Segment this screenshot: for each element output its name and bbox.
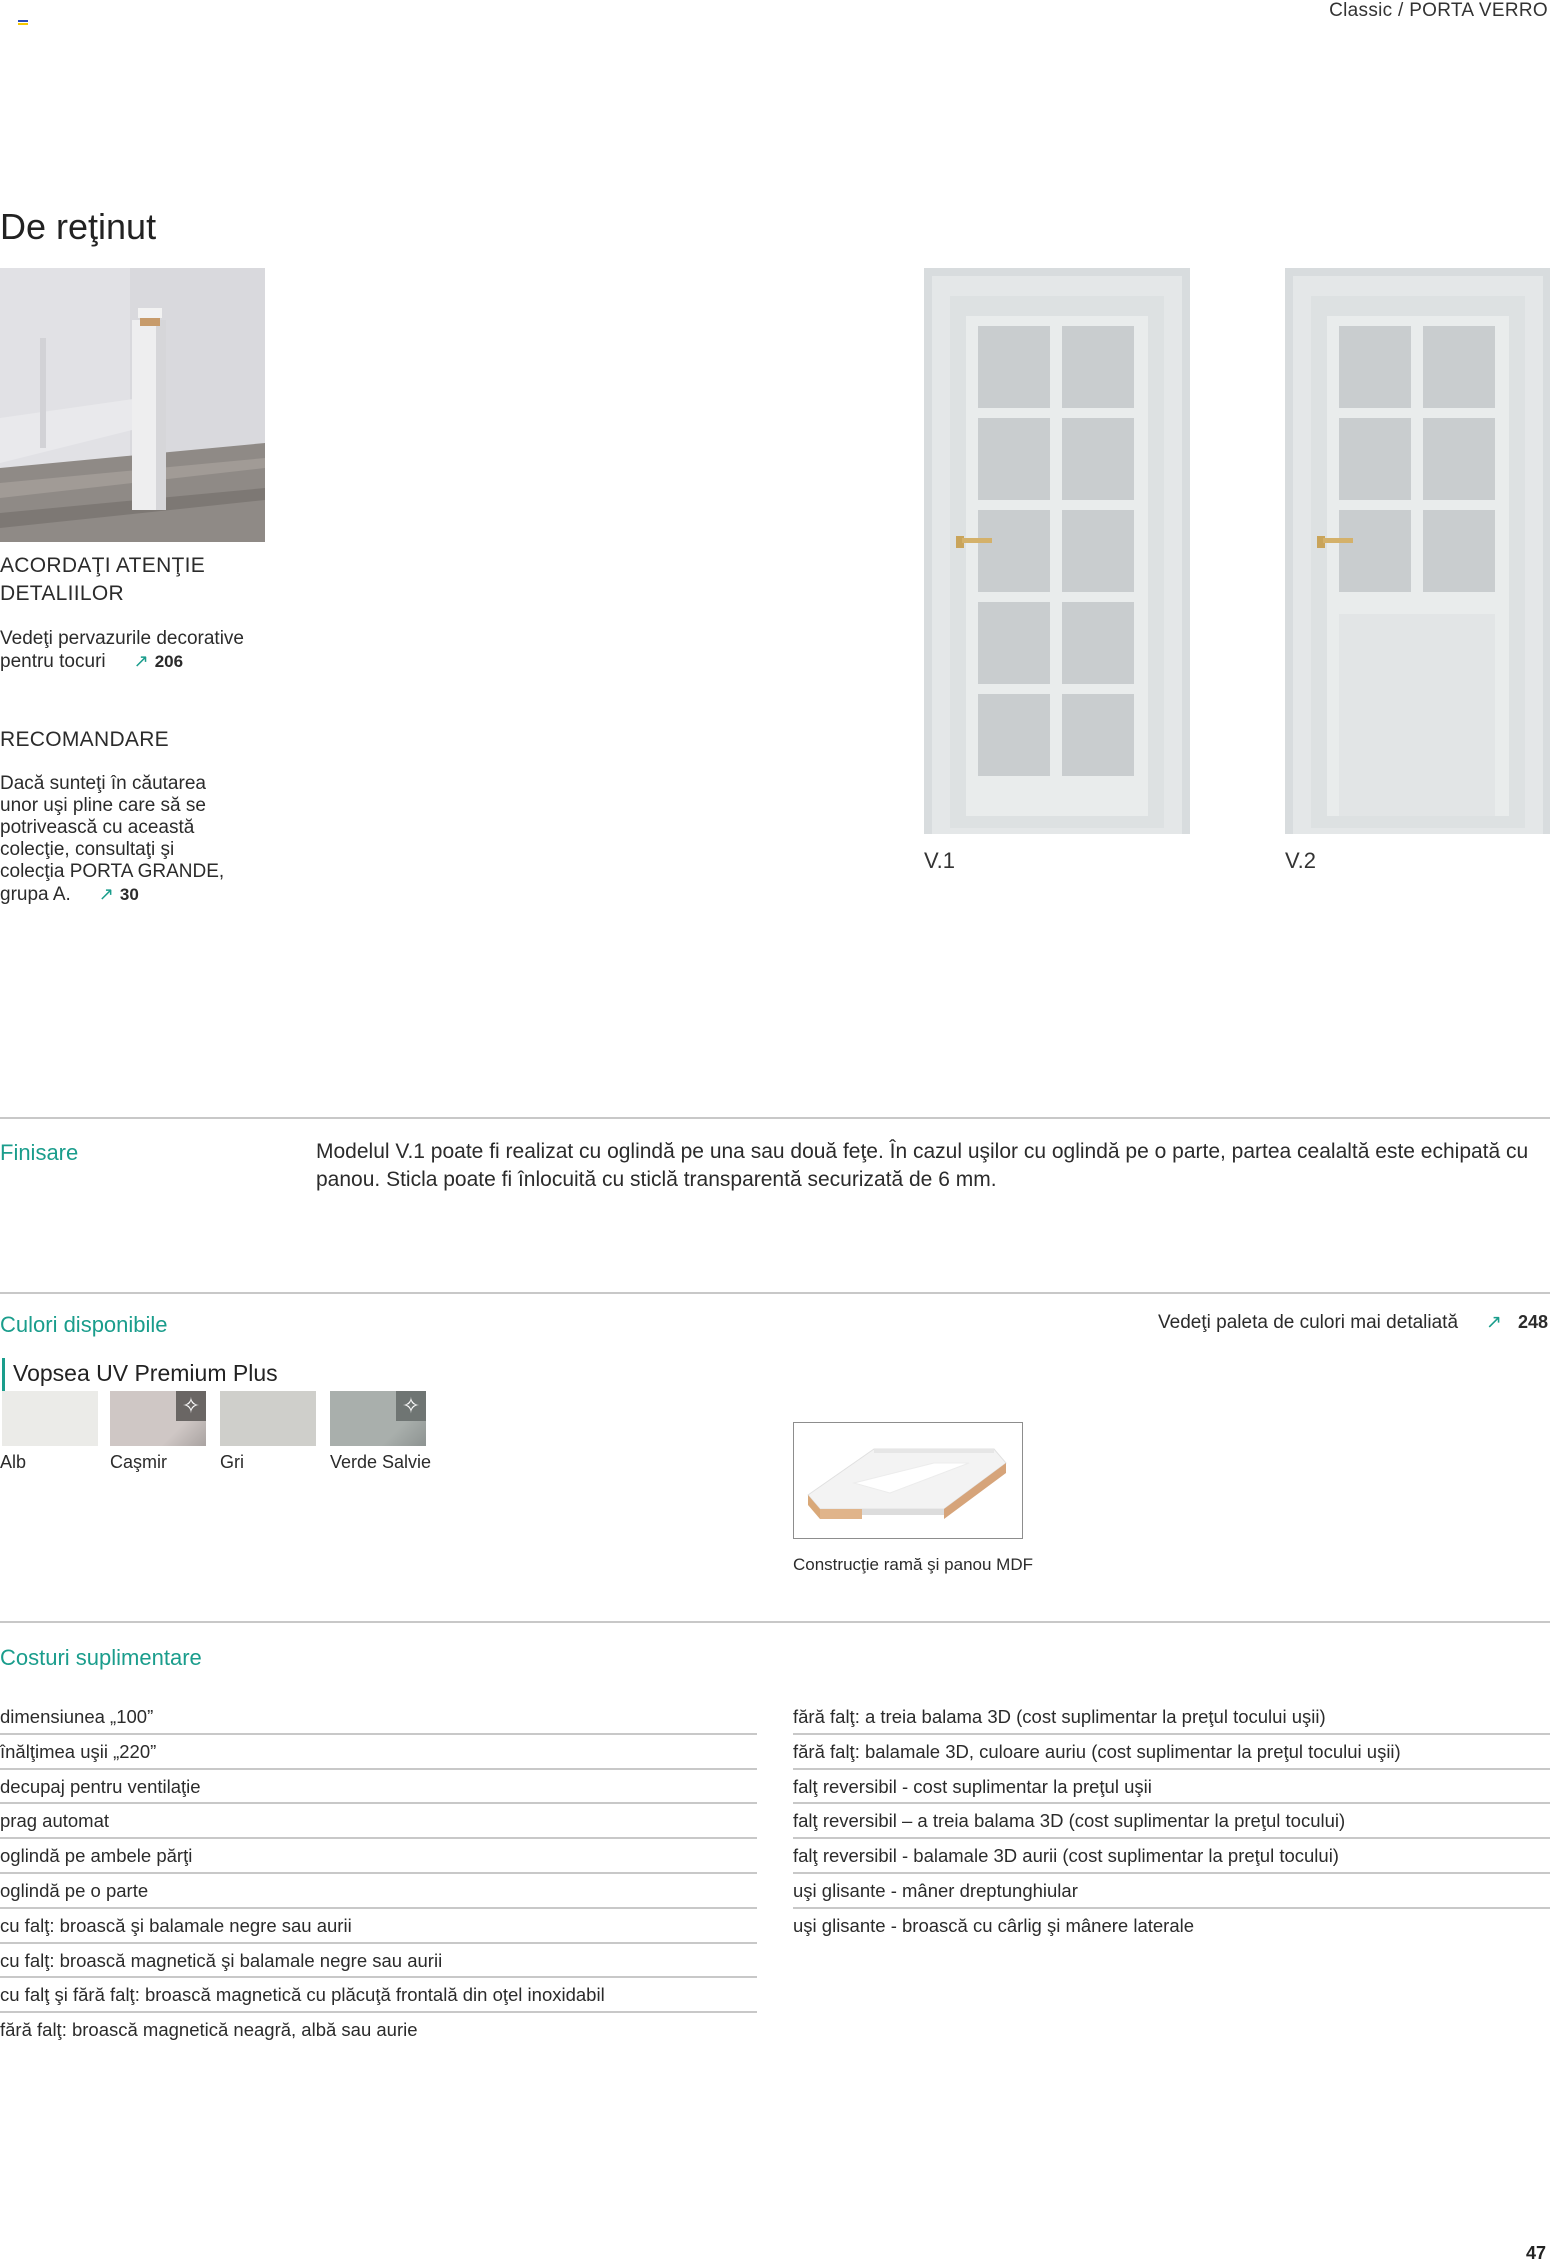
detail-text-line1: Vedeţi pervazurile decorative	[0, 628, 244, 649]
recommendation-last-line: grupa A.	[0, 884, 71, 905]
swatch-label: Alb	[0, 1452, 27, 1472]
page-number: 47	[1525, 2243, 1546, 2263]
flag-icon	[18, 20, 28, 27]
detail-ref-page[interactable]: 206	[154, 652, 184, 671]
recommendation-ref-page[interactable]: 30	[119, 885, 139, 904]
breadcrumb: Classic / PORTA VERRO	[1329, 0, 1548, 21]
divider	[0, 1292, 1550, 1294]
list-item: falţ reversibil - cost suplimentar la preţul uşii	[793, 1770, 1550, 1805]
divider	[0, 1621, 1550, 1623]
arrow-link-icon[interactable]: ↗	[1486, 1312, 1502, 1333]
list-item: fără falţ: a treia balama 3D (cost suplimentar la preţul tocului uşii)	[793, 1700, 1550, 1735]
list-item: cu falţ: broască şi balamale negre sau aurii	[0, 1909, 757, 1944]
list-item: decupaj pentru ventilaţie	[0, 1770, 757, 1805]
page-title: De reţinut	[0, 206, 157, 247]
recommendation-line: colecţie, consultaţi şi	[0, 839, 175, 860]
list-item: falţ reversibil – a treia balama 3D (cost suplimentar la preţul tocului)	[793, 1804, 1550, 1839]
list-item: fără falţ: broască magnetică neagră, albă sau aurie	[0, 2019, 418, 2041]
premium-star-icon: ✧	[176, 1391, 206, 1421]
mdf-caption: Construcţie ramă şi panou MDF	[793, 1555, 1033, 1574]
door-v1-label: V.1	[924, 848, 956, 873]
divider	[0, 1117, 1550, 1119]
costs-right-list	[793, 1700, 1550, 1944]
recommendation-line: potrivească cu această	[0, 817, 195, 838]
detail-heading-line1: ACORDAŢI ATENŢIE	[0, 554, 206, 577]
detail-heading-line2: DETALIILOR	[0, 582, 124, 605]
recommendation-line: unor uşi pline care să se	[0, 795, 206, 816]
door-v1-image	[924, 268, 1190, 834]
list-item: cu falţ şi fără falţ: broască magnetică cu plăcuţă frontală din oţel inoxidabil	[0, 1978, 757, 2013]
swatch-fill	[2, 1391, 98, 1446]
arrow-link-icon[interactable]: ↗	[98, 884, 114, 904]
list-item: uşi glisante - mâner dreptunghiular	[793, 1874, 1550, 1909]
finish-text: Modelul V.1 poate fi realizat cu oglindă pe una sau două feţe. În cazul uşilor cu oglindă pe o parte, partea cealaltă este echipată cu panou. Sticla poate fi înlocuită cu sticlă transparentă securizată de 6 mm.	[316, 1140, 1529, 1191]
detail-text-line2	[0, 650, 244, 673]
recommendation-heading: RECOMANDARE	[0, 728, 169, 751]
list-item: prag automat	[0, 1804, 757, 1839]
door-v2-image	[1285, 268, 1550, 834]
palette-link-text[interactable]: Vedeţi paleta de culori mai detaliată	[1158, 1312, 1459, 1333]
list-item: fără falţ: balamale 3D, culoare auriu (cost suplimentar la preţul tocului uşii)	[793, 1735, 1550, 1770]
swatch-verde-salvie[interactable]	[330, 1391, 426, 1446]
recommendation-line: colecţia PORTA GRANDE,	[0, 861, 225, 882]
costs-heading: Costuri suplimentare	[0, 1645, 202, 1670]
palette-ref-page[interactable]: 248	[1517, 1312, 1548, 1332]
colors-heading: Culori disponibile	[0, 1312, 168, 1337]
premium-star-icon: ✧	[396, 1391, 426, 1421]
list-item: dimensiunea „100”	[0, 1700, 757, 1735]
mdf-construction-image	[793, 1422, 1023, 1539]
detail-photo	[0, 268, 265, 542]
list-item: oglindă pe o parte	[0, 1874, 757, 1909]
swatch-casmir[interactable]	[110, 1391, 206, 1446]
swatch-label: Verde Salvie	[330, 1452, 432, 1472]
detail-heading	[0, 552, 205, 608]
detail-text	[0, 628, 244, 673]
recommendation-text	[0, 773, 224, 906]
list-item: oglindă pe ambele părţi	[0, 1839, 757, 1874]
recommendation-line: Dacă sunteţi în căutarea	[0, 773, 206, 794]
swatch-label: Gri	[220, 1452, 244, 1472]
list-item: cu falţ: broască magnetică şi balamale negre sau aurii	[0, 1944, 757, 1979]
door-v2-label: V.2	[1285, 848, 1317, 873]
swatch-label: Caşmir	[110, 1452, 167, 1472]
swatch-gri[interactable]	[220, 1391, 316, 1446]
arrow-link-icon[interactable]: ↗	[133, 651, 149, 671]
palette-link[interactable]	[1158, 1311, 1548, 1334]
swatch-fill	[220, 1391, 316, 1446]
recommendation-line	[0, 883, 224, 906]
list-item: falţ reversibil - balamale 3D aurii (cost suplimentar la preţul tocului)	[793, 1839, 1550, 1874]
finish-heading: Finisare	[0, 1140, 79, 1165]
costs-left-list	[0, 1700, 757, 2048]
swatch-alb[interactable]	[2, 1391, 98, 1446]
detail-text-line2-label: pentru tocuri	[0, 651, 106, 672]
list-item: înălţimea uşii „220”	[0, 1735, 757, 1770]
list-item: uşi glisante - broască cu cârlig şi mânere laterale	[793, 1914, 1195, 1936]
finish-type-title: Vopsea UV Premium Plus	[13, 1360, 278, 1386]
